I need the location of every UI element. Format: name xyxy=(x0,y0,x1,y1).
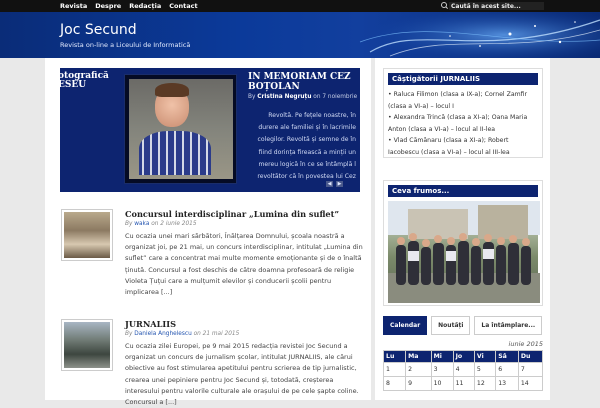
slider-date: on 7 noiembrie xyxy=(313,94,358,100)
tab-noutati[interactable]: Noutăți xyxy=(431,316,470,335)
post-thumbnail-image xyxy=(64,322,110,368)
winners-widget xyxy=(383,68,543,158)
tab-calendar[interactable]: Calendar xyxy=(383,316,427,335)
featured-slider xyxy=(60,68,360,192)
slider-nav xyxy=(326,181,343,187)
calendar-day[interactable]: 13 xyxy=(496,377,519,391)
calendar-day[interactable]: 7 xyxy=(518,363,542,377)
calendar-week-row xyxy=(384,377,543,391)
post-author-link[interactable]: Daniela Anghelescu xyxy=(134,331,192,337)
winners-list xyxy=(384,85,542,160)
list-item: • Raluca Filimon (clasa a IX-a); Cornel Zamfir (clasa a VI-a) – locul I xyxy=(388,91,528,110)
calendar-day[interactable]: 11 xyxy=(453,377,474,391)
post-title[interactable]: Concursul interdisciplinar „Lumina din suflet” xyxy=(125,209,340,219)
slider-title[interactable] xyxy=(248,72,356,92)
calendar-day[interactable]: 12 xyxy=(474,377,495,391)
widget-title: Ceva frumos... xyxy=(388,185,538,197)
slider-previous-title[interactable] xyxy=(58,72,118,90)
slider-author-link[interactable]: Cristina Negruțu xyxy=(257,94,312,100)
post-author-link[interactable]: waka xyxy=(134,221,150,227)
calendar-day[interactable]: 6 xyxy=(496,363,519,377)
calendar-day[interactable]: 9 xyxy=(406,377,431,391)
group-photo-figures xyxy=(388,201,540,303)
search-input[interactable] xyxy=(449,2,544,10)
calendar-day[interactable]: 8 xyxy=(384,377,406,391)
photo-widget xyxy=(383,180,543,306)
post-date: on 2 iunie 2015 xyxy=(151,221,197,227)
sidebar-tabs xyxy=(383,316,542,335)
calendar-header-row xyxy=(384,351,543,363)
site-tagline: Revista on-line a Liceului de Informatică xyxy=(60,41,191,49)
slider-prev-button[interactable]: ◀ xyxy=(327,181,332,187)
slider-title-line2: BOȚOLAN xyxy=(248,82,300,92)
slider-title-line1: IN MEMORIAM CEZ xyxy=(248,72,351,82)
post-meta-by: By xyxy=(125,221,133,227)
slider-excerpt: Revoltă. Pe fețele noastre, în durere ale familiei și în lacrimile colegilor. Revoltă și semne de în fiind dorința firească a minții un mereu logică în ce se întâmplă l revoltător că în povestea lui Cez xyxy=(257,112,356,181)
post-thumbnail[interactable] xyxy=(61,209,113,261)
slider-meta xyxy=(248,94,360,100)
search-box xyxy=(440,2,544,10)
top-navigation-bar xyxy=(0,0,600,12)
calendar-table xyxy=(383,350,543,391)
photo-figure-hair xyxy=(155,83,189,97)
calendar-day-header: Mi xyxy=(431,351,453,363)
nav-link-contact[interactable]: Contact xyxy=(169,2,198,10)
post-meta xyxy=(125,331,239,337)
post-meta-by: By xyxy=(125,331,133,337)
sidebar xyxy=(375,58,550,400)
calendar-day[interactable]: 3 xyxy=(431,363,453,377)
main-content xyxy=(45,58,371,407)
group-photo[interactable] xyxy=(388,201,538,303)
calendar-day-header: Vi xyxy=(474,351,495,363)
post-meta xyxy=(125,221,197,227)
calendar-day-header: Jo xyxy=(453,351,474,363)
tab-la-intamplare[interactable]: La întâmplare... xyxy=(474,316,542,335)
nav-link-redactia[interactable]: Redacția xyxy=(129,2,162,10)
calendar-caption: iunie 2015 xyxy=(508,340,543,348)
post-thumbnail-image xyxy=(64,212,110,258)
site-title[interactable]: Joc Secund xyxy=(60,22,137,38)
calendar-day[interactable]: 2 xyxy=(406,363,431,377)
post-thumbnail[interactable] xyxy=(61,319,113,371)
calendar-day[interactable]: 4 xyxy=(453,363,474,377)
calendar-day-header: Sâ xyxy=(496,351,519,363)
post-date: on 21 mai 2015 xyxy=(193,331,240,337)
calendar-day[interactable]: 1 xyxy=(384,363,406,377)
search-icon[interactable] xyxy=(440,2,449,10)
slider-previous-title-line2: ESEU xyxy=(58,80,87,90)
top-menu xyxy=(56,0,202,12)
nav-link-despre[interactable]: Despre xyxy=(95,2,122,10)
calendar-day[interactable]: 10 xyxy=(431,377,453,391)
list-item: • Vlad Cămănaru (clasa a XI-a); Robert Iacobescu (clasa a VI-a) – locul al III-lea xyxy=(388,137,510,156)
photo-figure-shirt xyxy=(139,131,211,175)
header-swirl-graphic xyxy=(360,12,600,58)
slider-next-button[interactable]: ▶ xyxy=(337,181,342,187)
slider-meta-by: By xyxy=(248,94,256,100)
calendar-day[interactable]: 14 xyxy=(518,377,542,391)
calendar-day-header: Lu xyxy=(384,351,406,363)
post-title[interactable]: JURNALIIS xyxy=(125,319,176,329)
slider-previous-title-line1: otografică xyxy=(58,71,109,81)
site-header xyxy=(0,12,600,58)
calendar-day[interactable]: 5 xyxy=(474,363,495,377)
nav-link-revista[interactable]: Revista xyxy=(60,2,88,10)
post-excerpt: Cu ocazia unei mari sărbători, Înălțarea Domnului, școala noastră a organizat joi, pe 21 mai, un concurs interdisciplinar, intitulat „Lumina din suflet” care a concentrat mai multe momente emoționante și de o înaltă ținută. Concursul a fost deschis de către doamna profesoară de religie Violeta Țuțui care a mulțumit elevilor și conducerii școlii pentru implicarea [...] xyxy=(125,232,363,297)
calendar-week-row xyxy=(384,363,543,377)
calendar-widget xyxy=(383,338,543,391)
widget-title: Câștigătorii JURNALIIS xyxy=(388,73,538,85)
slider-photo[interactable] xyxy=(124,74,237,184)
post-excerpt: Cu ocazia zilei Europei, pe 9 mai 2015 redacția revistei Joc Secund a organizat un concurs de jurnalism școlar, intitulat JURNALIIS, ale cărui obiective au fost stimularea apetitului pentru scrierea de tip jurnalistic, crearea unei pepiniere pentru Joc Secund și, totodată, creșterea interesului pentru valorile culturale ale orașului de pe cele șapte coline. Concursul a [...] xyxy=(125,342,359,407)
calendar-day-header: Ma xyxy=(406,351,431,363)
list-item: • Alexandra Trincă (clasa a XI-a); Oana Maria Anton (clasa a VI-a) – locul al II-lea xyxy=(388,114,528,133)
calendar-day-header: Du xyxy=(518,351,542,363)
